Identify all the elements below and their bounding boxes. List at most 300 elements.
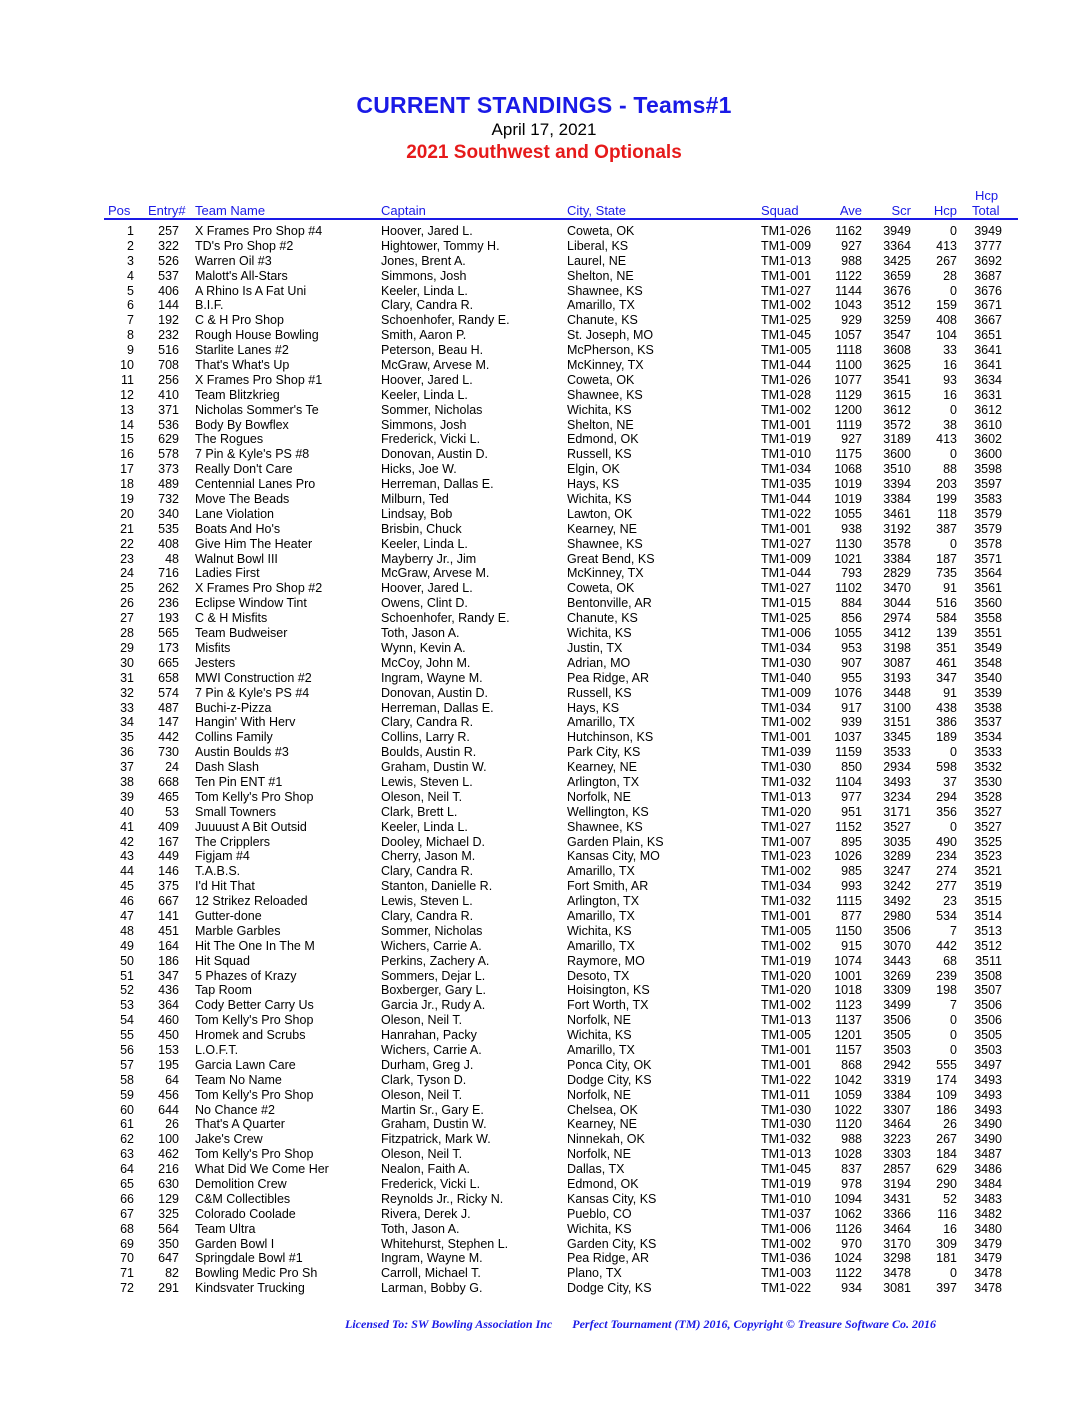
cell-city: Norfolk, NE — [567, 1013, 631, 1028]
cell-entry: 732 — [158, 492, 179, 507]
cell-squad: TM1-002 — [761, 402, 812, 417]
cell-city: Hays, KS — [567, 700, 620, 715]
cell-total: 3634 — [974, 372, 1002, 387]
cell-team: Tom Kelly's Pro Shop — [195, 1013, 314, 1028]
cell-team: Give Him The Heater — [195, 536, 313, 551]
cell-captain: McCoy, John M. — [381, 655, 471, 670]
table-row — [0, 656, 1088, 671]
cell-team: Springdale Bowl #1 — [195, 1251, 303, 1266]
cell-ave: 927 — [841, 238, 862, 253]
cell-squad: TM1-040 — [761, 670, 812, 685]
cell-squad: TM1-022 — [761, 1281, 812, 1296]
cell-hcp: 33 — [943, 343, 957, 358]
table-row — [0, 1266, 1088, 1281]
cell-pos: 68 — [120, 1221, 134, 1236]
cell-hcp: 199 — [936, 492, 957, 507]
cell-team: Austin Boulds #3 — [195, 745, 289, 760]
cell-ave: 1150 — [835, 923, 862, 938]
cell-city: Bentonville, AR — [567, 596, 652, 611]
cell-total: 3521 — [974, 864, 1002, 879]
cell-scr: 3269 — [883, 968, 911, 983]
cell-team: 7 Pin & Kyle's PS #4 — [195, 685, 310, 700]
cell-team: Buchi-z-Pizza — [195, 700, 272, 715]
cell-team: No Chance #2 — [195, 1102, 275, 1117]
cell-team: T.A.B.S. — [195, 864, 241, 879]
cell-hcp: 159 — [936, 298, 957, 313]
cell-pos: 71 — [120, 1266, 134, 1281]
cell-entry: 232 — [158, 328, 179, 343]
cell-squad: TM1-044 — [761, 492, 812, 507]
cell-squad: TM1-006 — [761, 1221, 812, 1236]
cell-city: Lawton, OK — [567, 506, 633, 521]
cell-hcp: 91 — [943, 581, 957, 596]
table-row — [0, 1177, 1088, 1192]
cell-scr: 3234 — [883, 789, 911, 804]
cell-pos: 69 — [120, 1236, 134, 1251]
cell-ave: 793 — [841, 566, 862, 581]
cell-city: Shelton, NE — [567, 417, 634, 432]
table-row — [0, 1117, 1088, 1132]
cell-scr: 2942 — [883, 1057, 911, 1072]
cell-city: Amarillo, TX — [567, 298, 635, 313]
table-row — [0, 462, 1088, 477]
cell-hcp: 274 — [936, 864, 957, 879]
cell-hcp: 16 — [943, 358, 957, 373]
cell-total: 3493 — [974, 1072, 1002, 1087]
cell-hcp: 0 — [950, 1042, 957, 1057]
cell-entry: 256 — [158, 372, 179, 387]
cell-city: Shelton, NE — [567, 268, 634, 283]
cell-squad: TM1-044 — [761, 358, 812, 373]
cell-city: Amarillo, TX — [567, 1042, 635, 1057]
cell-squad: TM1-013 — [761, 1147, 812, 1162]
cell-pos: 7 — [127, 313, 134, 328]
cell-team: Ladies First — [195, 566, 260, 581]
cell-total: 3949 — [974, 224, 1002, 238]
column-header-scr: Scr — [891, 203, 911, 218]
cell-pos: 29 — [120, 640, 134, 655]
cell-ave: 1144 — [835, 283, 862, 298]
cell-scr: 3443 — [883, 953, 911, 968]
cell-ave: 1157 — [835, 1042, 862, 1057]
cell-pos: 49 — [120, 938, 134, 953]
cell-hcp: 16 — [943, 387, 957, 402]
cell-team: What Did We Come Her — [195, 1162, 329, 1177]
cell-squad: TM1-015 — [761, 596, 812, 611]
cell-ave: 1055 — [834, 626, 862, 641]
cell-pos: 57 — [120, 1057, 134, 1072]
cell-entry: 186 — [158, 953, 179, 968]
cell-hcp: 267 — [936, 253, 957, 268]
cell-total: 3676 — [974, 283, 1002, 298]
cell-entry: 658 — [158, 670, 179, 685]
cell-team: Team Ultra — [195, 1221, 256, 1236]
cell-total: 3687 — [974, 268, 1002, 283]
table-row — [0, 715, 1088, 730]
cell-ave: 1019 — [834, 477, 862, 492]
cell-team: Ten Pin ENT #1 — [195, 774, 283, 789]
cell-ave: 850 — [841, 760, 862, 775]
cell-city: Dallas, TX — [567, 1162, 625, 1177]
table-row — [0, 507, 1088, 522]
cell-entry: 53 — [165, 804, 179, 819]
cell-squad: TM1-035 — [761, 477, 812, 492]
cell-hcp: 397 — [936, 1281, 957, 1296]
cell-total: 3560 — [974, 596, 1002, 611]
cell-team: The Cripplers — [195, 834, 271, 849]
cell-scr: 3600 — [883, 447, 911, 462]
cell-hcp: 351 — [936, 640, 957, 655]
cell-total: 3548 — [974, 655, 1002, 670]
cell-ave: 917 — [841, 700, 862, 715]
cell-total: 3651 — [974, 328, 1002, 343]
cell-scr: 3572 — [883, 417, 911, 432]
cell-city: Pea Ridge, AR — [567, 1251, 649, 1266]
cell-city: Fort Smith, AR — [567, 879, 649, 894]
cell-team: Dash Slash — [195, 760, 259, 775]
table-row — [0, 790, 1088, 805]
cell-entry: 147 — [158, 715, 179, 730]
cell-ave: 985 — [841, 864, 862, 879]
cell-captain: Mayberry Jr., Jim — [381, 551, 477, 566]
cell-city: Garden Plain, KS — [567, 834, 664, 849]
table-row — [0, 879, 1088, 894]
table-row — [0, 1147, 1088, 1162]
cell-scr: 3612 — [883, 402, 911, 417]
cell-captain: Oleson, Neil T. — [381, 1087, 463, 1102]
cell-city: Coweta, OK — [567, 372, 635, 387]
cell-squad: TM1-007 — [761, 834, 812, 849]
cell-team: A Rhino Is A Fat Uni — [195, 283, 307, 298]
cell-ave: 1043 — [834, 298, 862, 313]
cell-team: Starlite Lanes #2 — [195, 343, 289, 358]
cell-captain: Perkins, Zachery A. — [381, 953, 490, 968]
cell-hcp: 0 — [950, 224, 957, 238]
cell-captain: Clary, Candra R. — [381, 864, 474, 879]
cell-captain: Clark, Tyson D. — [381, 1072, 467, 1087]
cell-scr: 3615 — [883, 387, 911, 402]
cell-city: Fort Worth, TX — [567, 998, 649, 1013]
cell-total: 3503 — [974, 1042, 1002, 1057]
cell-entry: 347 — [158, 968, 179, 983]
cell-ave: 1102 — [835, 581, 862, 596]
cell-scr: 3223 — [883, 1132, 911, 1147]
cell-ave: 868 — [841, 1057, 862, 1072]
cell-captain: Hoover, Jared L. — [381, 372, 473, 387]
cell-squad: TM1-003 — [761, 1266, 812, 1281]
cell-captain: Durham, Greg J. — [381, 1057, 474, 1072]
cell-city: Arlington, TX — [567, 774, 640, 789]
cell-pos: 56 — [120, 1042, 134, 1057]
table-row — [0, 254, 1088, 269]
footer-copyright: Perfect Tournament (TM) 2016, Copyright © Treasure Software Co. 2016 — [572, 1317, 937, 1331]
cell-ave: 1026 — [834, 849, 862, 864]
cell-entry: 173 — [158, 640, 179, 655]
cell-entry: 665 — [158, 655, 179, 670]
cell-ave: 929 — [841, 313, 862, 328]
cell-city: Edmond, OK — [567, 1177, 639, 1191]
cell-hcp: 386 — [936, 715, 957, 730]
cell-team: X Frames Pro Shop #1 — [195, 372, 323, 387]
cell-scr: 3499 — [883, 998, 911, 1013]
cell-scr: 2980 — [883, 908, 911, 923]
cell-squad: TM1-009 — [761, 685, 812, 700]
cell-pos: 72 — [120, 1281, 134, 1296]
cell-scr: 3198 — [883, 640, 911, 655]
cell-entry: 340 — [158, 506, 179, 521]
cell-city: Amarillo, TX — [567, 908, 635, 923]
cell-ave: 1130 — [835, 536, 862, 551]
cell-pos: 55 — [120, 1028, 134, 1043]
cell-total: 3506 — [974, 998, 1002, 1013]
cell-total: 3525 — [974, 834, 1002, 849]
cell-scr: 3242 — [883, 879, 911, 894]
cell-pos: 12 — [120, 387, 134, 402]
cell-scr: 3431 — [883, 1191, 911, 1206]
cell-squad: TM1-039 — [761, 745, 812, 760]
cell-team: Eclipse Window Tint — [195, 596, 307, 611]
cell-pos: 13 — [120, 402, 134, 417]
cell-scr: 3425 — [883, 253, 911, 268]
table-row — [0, 239, 1088, 254]
cell-ave: 951 — [841, 804, 862, 819]
cell-captain: Cherry, Jason M. — [381, 849, 476, 864]
cell-entry: 64 — [165, 1072, 179, 1087]
table-row — [0, 820, 1088, 835]
table-row — [0, 701, 1088, 716]
cell-squad: TM1-027 — [761, 581, 812, 596]
cell-city: Kearney, NE — [567, 1117, 637, 1132]
table-row — [0, 924, 1088, 939]
cell-ave: 1019 — [834, 492, 862, 507]
report-subtitle: 2021 Southwest and Optionals — [406, 142, 682, 163]
cell-team: Juuuust A Bit Outsid — [195, 819, 307, 834]
cell-city: Kansas City, KS — [567, 1191, 657, 1206]
cell-entry: 537 — [158, 268, 179, 283]
table-row — [0, 671, 1088, 686]
cell-squad: TM1-019 — [761, 953, 812, 968]
table-row — [0, 596, 1088, 611]
cell-pos: 24 — [120, 566, 134, 581]
cell-ave: 1175 — [835, 447, 862, 462]
cell-hcp: 735 — [936, 566, 957, 581]
cell-captain: Keeler, Linda L. — [381, 387, 468, 402]
column-header-team: Team Name — [195, 203, 266, 218]
cell-city: Norfolk, NE — [567, 1147, 631, 1162]
cell-captain: Hightower, Tommy H. — [381, 238, 500, 253]
cell-team: Small Towners — [195, 804, 277, 819]
cell-city: Chanute, KS — [567, 313, 638, 328]
cell-entry: 144 — [158, 298, 179, 313]
cell-total: 3579 — [974, 521, 1002, 536]
cell-ave: 977 — [841, 789, 862, 804]
cell-total: 3527 — [974, 819, 1002, 834]
cell-entry: 460 — [158, 1013, 179, 1028]
cell-team: Cody Better Carry Us — [195, 998, 314, 1013]
cell-captain: Rivera, Derek J. — [381, 1206, 471, 1221]
cell-pos: 50 — [120, 953, 134, 968]
cell-scr: 3448 — [883, 685, 911, 700]
cell-entry: 408 — [158, 536, 179, 551]
cell-total: 3600 — [974, 447, 1002, 462]
table-row — [0, 328, 1088, 343]
cell-entry: 364 — [158, 998, 179, 1013]
table-row — [0, 492, 1088, 507]
table-row — [0, 1013, 1088, 1028]
cell-entry: 451 — [158, 923, 179, 938]
cell-city: Coweta, OK — [567, 224, 635, 238]
cell-ave: 1094 — [834, 1191, 862, 1206]
cell-hcp: 347 — [936, 670, 957, 685]
cell-entry: 26 — [165, 1117, 179, 1132]
table-row — [0, 522, 1088, 537]
cell-captain: Herreman, Dallas E. — [381, 477, 494, 492]
cell-city: Chanute, KS — [567, 611, 638, 626]
cell-scr: 3464 — [883, 1117, 911, 1132]
cell-entry: 487 — [158, 700, 179, 715]
cell-total: 3478 — [974, 1281, 1002, 1296]
cell-squad: TM1-026 — [761, 224, 812, 238]
cell-squad: TM1-032 — [761, 894, 812, 909]
cell-hcp: 181 — [936, 1251, 957, 1266]
cell-total: 3490 — [974, 1117, 1002, 1132]
cell-total: 3610 — [974, 417, 1002, 432]
cell-city: Justin, TX — [567, 640, 623, 655]
cell-scr: 3298 — [883, 1251, 911, 1266]
cell-city: Hutchinson, KS — [567, 730, 654, 745]
cell-total: 3507 — [974, 983, 1002, 998]
cell-pos: 65 — [120, 1177, 134, 1191]
cell-team: Centennial Lanes Pro — [195, 477, 316, 492]
cell-hcp: 184 — [936, 1147, 957, 1162]
cell-team: L.O.F.T. — [195, 1042, 239, 1057]
cell-ave: 993 — [841, 879, 862, 894]
cell-captain: McGraw, Arvese M. — [381, 358, 490, 373]
cell-scr: 3309 — [883, 983, 911, 998]
cell-city: Shawnee, KS — [567, 536, 643, 551]
cell-total: 3508 — [974, 968, 1002, 983]
cell-squad: TM1-001 — [761, 908, 812, 923]
cell-team: That's What's Up — [195, 358, 290, 373]
cell-city: McKinney, TX — [567, 566, 644, 581]
cell-hcp: 0 — [950, 447, 957, 462]
cell-entry: 668 — [158, 774, 179, 789]
cell-pos: 48 — [120, 923, 134, 938]
cell-ave: 1076 — [834, 685, 862, 700]
table-row — [0, 730, 1088, 745]
cell-captain: Toth, Jason A. — [381, 1221, 460, 1236]
table-row — [0, 313, 1088, 328]
cell-team: Really Don't Care — [195, 462, 293, 477]
cell-team: 12 Strikez Reloaded — [195, 894, 308, 909]
cell-hcp: 0 — [950, 402, 957, 417]
cell-hcp: 109 — [936, 1087, 957, 1102]
table-row — [0, 626, 1088, 641]
cell-scr: 3533 — [883, 745, 911, 760]
cell-hcp: 68 — [943, 953, 957, 968]
cell-ave: 1115 — [836, 894, 862, 909]
table-row — [0, 641, 1088, 656]
cell-ave: 1001 — [834, 968, 862, 983]
cell-squad: TM1-010 — [761, 1191, 812, 1206]
column-header-hcp-total-bottom: Total — [972, 203, 1000, 218]
cell-entry: 730 — [158, 745, 179, 760]
cell-entry: 526 — [158, 253, 179, 268]
cell-total: 3539 — [974, 685, 1002, 700]
cell-ave: 988 — [841, 1132, 862, 1147]
cell-city: Wichita, KS — [567, 402, 632, 417]
cell-scr: 3384 — [883, 492, 911, 507]
cell-scr: 3578 — [883, 536, 911, 551]
cell-city: Dodge City, KS — [567, 1281, 652, 1296]
table-row — [0, 566, 1088, 581]
cell-ave: 877 — [841, 908, 862, 923]
cell-ave: 988 — [841, 253, 862, 268]
cell-pos: 37 — [120, 760, 134, 775]
cell-squad: TM1-034 — [761, 640, 812, 655]
cell-pos: 61 — [120, 1117, 134, 1132]
cell-pos: 8 — [127, 328, 134, 343]
cell-city: Dodge City, KS — [567, 1072, 652, 1087]
cell-pos: 39 — [120, 789, 134, 804]
cell-entry: 449 — [158, 849, 179, 864]
cell-hcp: 294 — [936, 789, 957, 804]
cell-team: C&M Collectibles — [195, 1191, 291, 1206]
cell-team: 7 Pin & Kyle's PS #8 — [195, 447, 310, 462]
table-row — [0, 1103, 1088, 1118]
cell-captain: Hicks, Joe W. — [381, 462, 457, 477]
cell-scr: 3412 — [883, 626, 911, 641]
cell-hcp: 490 — [936, 834, 957, 849]
cell-city: Great Bend, KS — [567, 551, 655, 566]
cell-team: Rough House Bowling — [195, 328, 319, 343]
table-row — [0, 1073, 1088, 1088]
cell-hcp: 629 — [936, 1162, 957, 1177]
cell-squad: TM1-005 — [761, 923, 812, 938]
cell-hcp: 37 — [943, 774, 957, 789]
cell-scr: 3510 — [883, 462, 911, 477]
cell-team: Bowling Medic Pro Sh — [195, 1266, 318, 1281]
cell-team: Walnut Bowl III — [195, 551, 278, 566]
cell-pos: 42 — [120, 834, 134, 849]
cell-squad: TM1-030 — [761, 1102, 812, 1117]
cell-scr: 3394 — [883, 477, 911, 492]
cell-scr: 3384 — [883, 551, 911, 566]
cell-hcp: 598 — [936, 760, 957, 775]
cell-squad: TM1-020 — [761, 804, 812, 819]
cell-scr: 3470 — [883, 581, 911, 596]
report-title: CURRENT STANDINGS - Teams#1 — [356, 92, 732, 118]
column-header-hcp: Hcp — [933, 203, 957, 218]
table-row — [0, 388, 1088, 403]
cell-entry: 574 — [158, 685, 179, 700]
cell-entry: 262 — [158, 581, 179, 596]
cell-squad: TM1-032 — [761, 774, 812, 789]
cell-entry: 371 — [158, 402, 179, 417]
cell-captain: Clary, Candra R. — [381, 715, 474, 730]
cell-entry: 406 — [158, 283, 179, 298]
cell-city: Wellington, KS — [567, 804, 649, 819]
cell-entry: 375 — [158, 879, 179, 894]
cell-ave: 1024 — [834, 1251, 862, 1266]
cell-team: B.I.F. — [195, 298, 224, 313]
cell-ave: 1028 — [834, 1147, 862, 1162]
cell-hcp: 413 — [936, 432, 957, 447]
cell-scr: 3547 — [883, 328, 911, 343]
cell-pos: 53 — [120, 998, 134, 1013]
cell-captain: Frederick, Vicki L. — [381, 432, 481, 447]
cell-pos: 44 — [120, 864, 134, 879]
